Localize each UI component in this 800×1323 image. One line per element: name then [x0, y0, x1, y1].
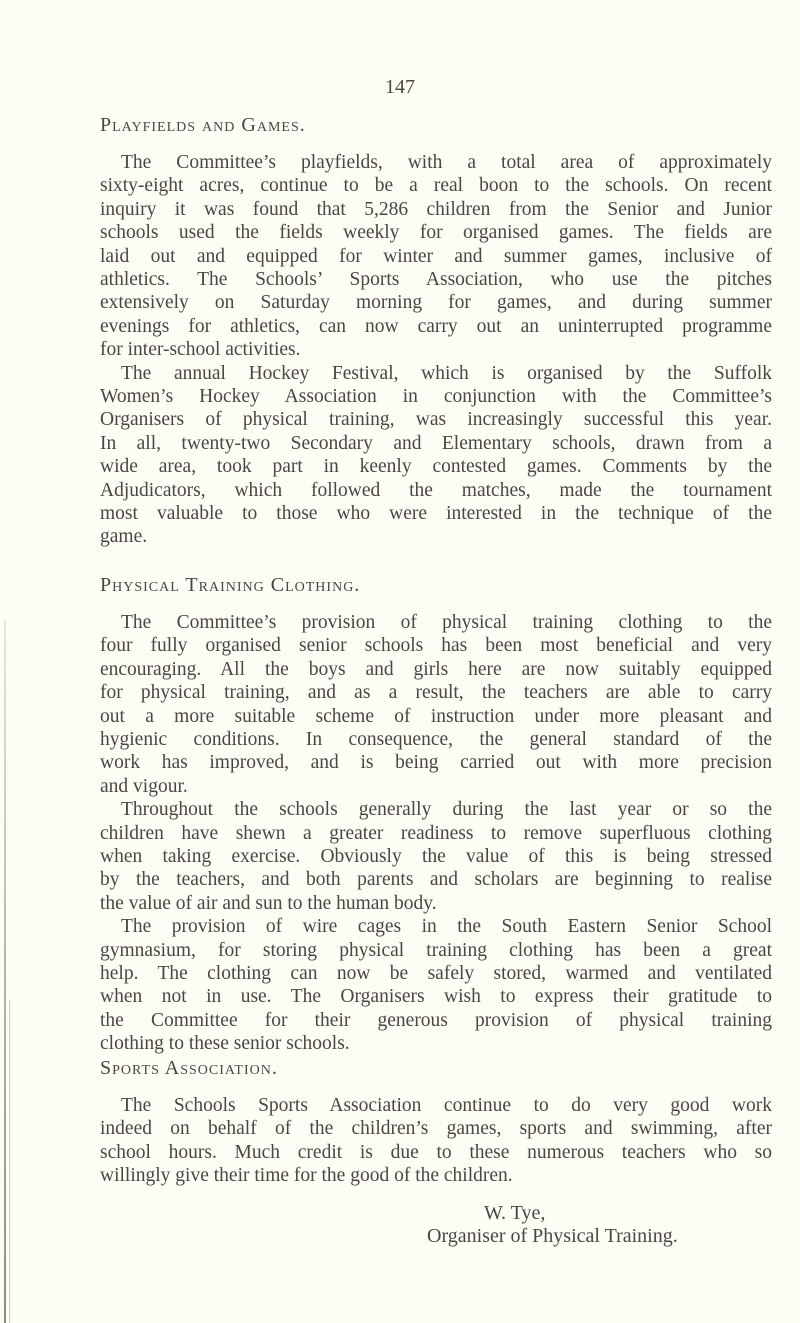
paragraph-line: encouraging. All the boys and girls here are now suitably equipped: [100, 658, 772, 680]
scan-edge-artifact: [4, 620, 6, 1323]
paragraph-line: most valuable to those who were interested in the technique of the: [100, 503, 772, 524]
paragraph-line: when not in use. The Organisers wish to express their gratitude to: [100, 986, 772, 1008]
paragraph-line: work has improved, and is being carried out with more precision: [100, 752, 772, 774]
paragraph-line: The Committee’s provision of physical training clothing to the: [121, 612, 772, 633]
paragraph-line: The Schools Sports Association continue to do very good work: [121, 1095, 772, 1116]
paragraph-line: schools used the fields weekly for organised games. The fields are: [100, 222, 772, 244]
paragraph-line: gymnasium, for storing physical training clothing has been a great: [100, 939, 772, 961]
paragraph-line: hygienic conditions. In consequence, the general standard of the: [100, 729, 772, 750]
paragraph-line: evenings for athletics, can now carry out an uninterrupted programme: [100, 315, 772, 337]
paragraph-line: inquiry it was found that 5,286 children from the Senior and Junior: [100, 198, 772, 220]
paragraph-line: extensively on Saturday morning for games, and during summer: [100, 292, 772, 314]
signature-title: Organiser of Physical Training.: [427, 1225, 678, 1247]
paragraph-line: and vigour.: [100, 775, 188, 797]
paragraph-line: The annual Hockey Festival, which is organised by the Suffolk: [121, 362, 772, 384]
paragraph-line: by the teachers, and both parents and scholars are beginning to realise: [100, 869, 772, 891]
paragraph-line: children have shewn a greater readiness to remove superfluous clothing: [100, 822, 772, 844]
signature-name: W. Tye,: [484, 1202, 546, 1224]
paragraph-line: wide area, took part in keenly contested games. Comments by the: [100, 456, 772, 478]
paragraph-line: Throughout the schools generally during the last year or so the: [121, 799, 772, 821]
section-heading: Playfields and Games.: [100, 114, 306, 136]
paragraph-line: athletics. The Schools’ Sports Association, who use the pitches: [100, 269, 772, 290]
paragraph-line: the value of air and sun to the human body.: [100, 892, 437, 914]
paragraph-line: for inter-school activities.: [100, 339, 301, 361]
paragraph-line: The provision of wire cages in the South Eastern Senior School: [121, 916, 772, 938]
paragraph-line: laid out and equipped for winter and summer games, inclusive of: [100, 245, 772, 267]
paragraph-line: sixty-eight acres, continue to be a real boon to the schools. On recent: [100, 175, 772, 197]
scan-edge-artifact: [9, 1000, 10, 1323]
paragraph-line: willingly give their time for the good of the children.: [100, 1165, 513, 1187]
paragraph-line: In all, twenty-two Secondary and Elementary schools, drawn from a: [100, 432, 772, 454]
section-heading: Physical Training Clothing.: [100, 574, 361, 596]
section-heading: Sports Association.: [100, 1057, 278, 1079]
paragraph-line: four fully organised senior schools has been most beneficial and very: [100, 635, 772, 657]
paragraph-line: Organisers of physical training, was increasingly successful this year.: [100, 409, 772, 431]
paragraph-line: when taking exercise. Obviously the value of this is being stressed: [100, 846, 772, 867]
paragraph-line: The Committee’s playfields, with a total area of approximately: [121, 152, 772, 173]
paragraph-line: school hours. Much credit is due to these numerous teachers who so: [100, 1141, 772, 1163]
paragraph-line: game.: [100, 526, 148, 548]
paragraph-line: Adjudicators, which followed the matches, made the tournament: [100, 479, 772, 501]
paragraph-line: for physical training, and as a result, the teachers are able to carry: [100, 682, 772, 704]
paragraph-line: Women’s Hockey Association in conjunction with the Committee’s: [100, 386, 772, 407]
paragraph-line: indeed on behalf of the children’s games, sports and swimming, after: [100, 1118, 772, 1140]
paragraph-line: clothing to these senior schools.: [100, 1033, 350, 1055]
paragraph-line: help. The clothing can now be safely stored, warmed and ventilated: [100, 963, 772, 984]
page-number: 147: [385, 76, 415, 98]
paragraph-line: the Committee for their generous provision of physical training: [100, 1009, 772, 1031]
paragraph-line: out a more suitable scheme of instruction under more pleasant and: [100, 705, 772, 727]
